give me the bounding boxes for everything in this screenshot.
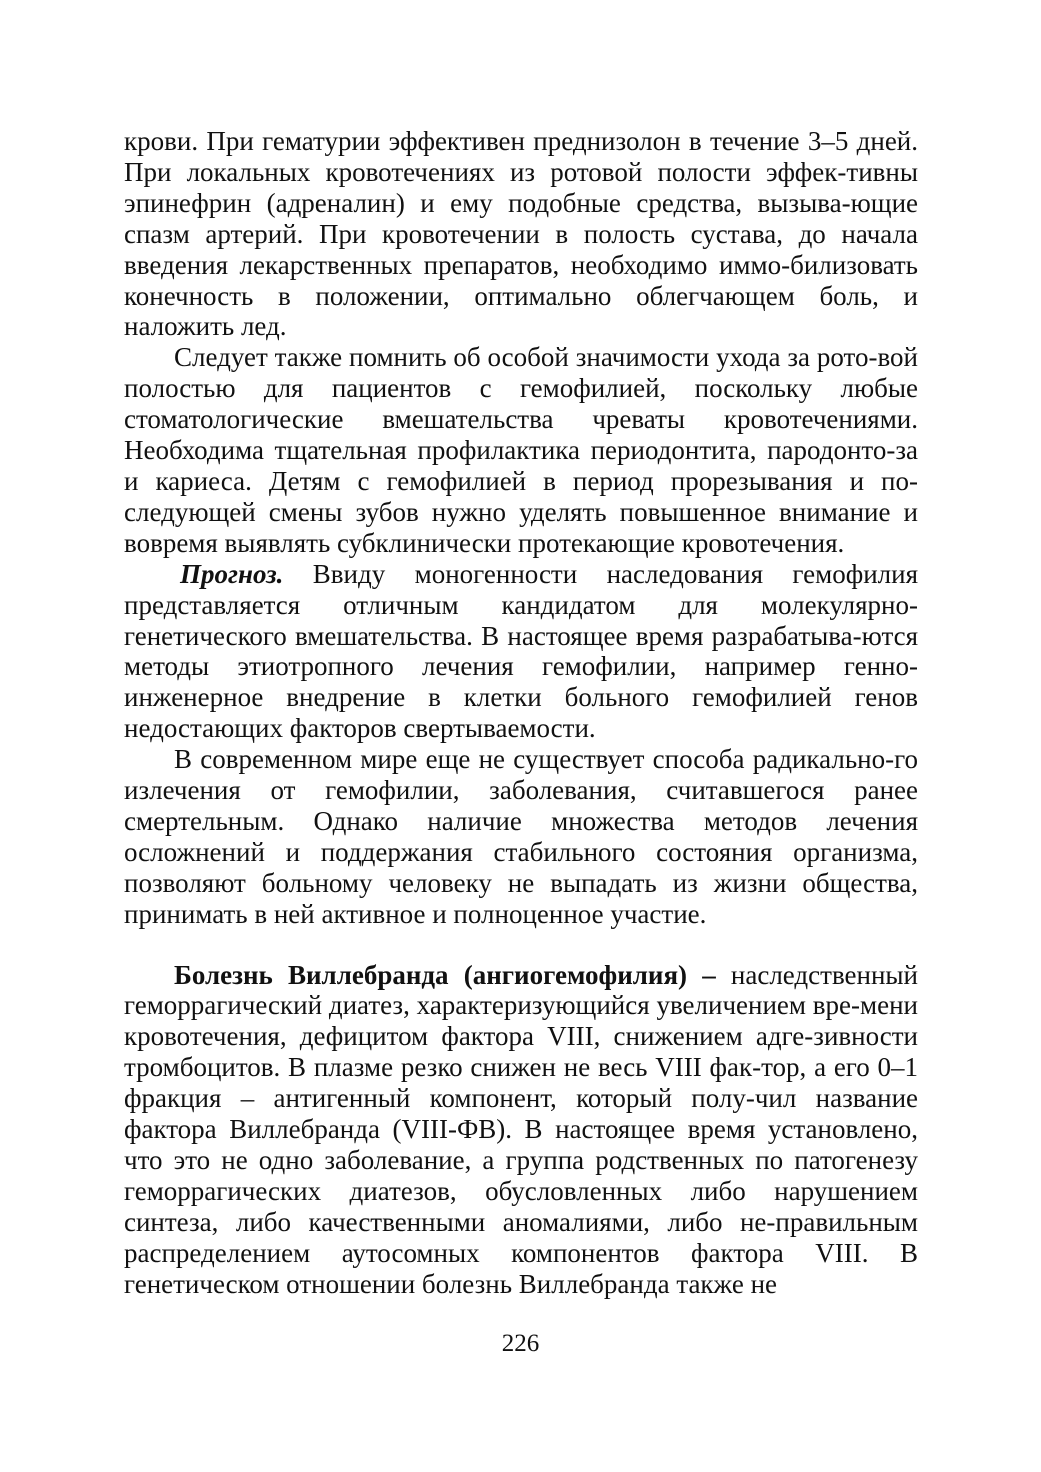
paragraph-von-willebrand <box>124 960 918 1300</box>
von-willebrand-text: наследственный геморрагический диатез, характеризующийся увеличением вре-мени кровотечения, дефицитом фактора VIII, снижением адге-зивности тромбоцитов. В плазме резко снижен не весь VIII фак-тор, а его 0–1 фракция – антигенный компонент, который полу-чил название фактора Виллебранда (VIII-ФВ). В настоящее время установлено, что это не одно заболевание, а группа родственных по патогенезу геморрагических диатезов, обусловленных либо нарушением синтеза, либо качественными аномалиями, либо не-правильным распределением аутосомных компонентов фактора VIII. В генетическом отношении болезнь Виллебранда также не <box>124 959 919 1299</box>
von-willebrand-term: Болезнь Виллебранда (ангиогемофилия) – <box>174 959 716 990</box>
page-number: 226 <box>501 1330 540 1357</box>
paragraph-prognosis <box>124 559 918 744</box>
paragraph-treatment-continued: крови. При гематурии эффективен преднизолон в течение 3–5 дней. При локальных кровотечениях из ротовой полости эффек-тивны эпинефрин (адреналин) и ему подобные средства, вызыва-ющие спазм артерий. При кровотечении в полость сустава, до начала введения лекарственных препаратов, необходимо иммо-билизовать конечность в положении, оптимально облегчающем боль, и наложить лед. <box>124 126 918 342</box>
paragraph-modern-world: В современном мире еще не существует способа радикально-го излечения от гемофилии, заболевания, считавшегося ранее смертельным. Однако наличие множества методов лечения осложнений и поддержания стабильного состояния организма, позволяют больному человеку не выпадать из жизни общества, принимать в ней активное и полноценное участие. <box>124 744 918 929</box>
paragraph-oral-care: Следует также помнить об особой значимости ухода за рото-вой полостью для пациентов с гемофилией, поскольку любые стоматологические вмешательства чреваты кровотечениями. Необходима тщательная профилактика периодонтита, пародонто-за и кариеса. Детям с гемофилией в период прорезывания и по-следующей смены зубов нужно уделять повышенное внимание и вовремя выявлять субклинически протекающие кровотечения. <box>124 342 918 558</box>
section-gap <box>124 930 918 960</box>
prognosis-text: Ввиду моногенности наследования гемофилия представляется отличным кандидатом для молекулярно-генетического вмешательства. В настоящее время разрабатыва-ются методы этиотропного лечения гемофилии, например генно-инженерное внедрение в клетки больного гемофилией генов недостающих факторов свертываемости. <box>124 558 918 744</box>
page-body <box>124 126 918 1300</box>
prognosis-heading: Прогноз. <box>180 558 284 589</box>
